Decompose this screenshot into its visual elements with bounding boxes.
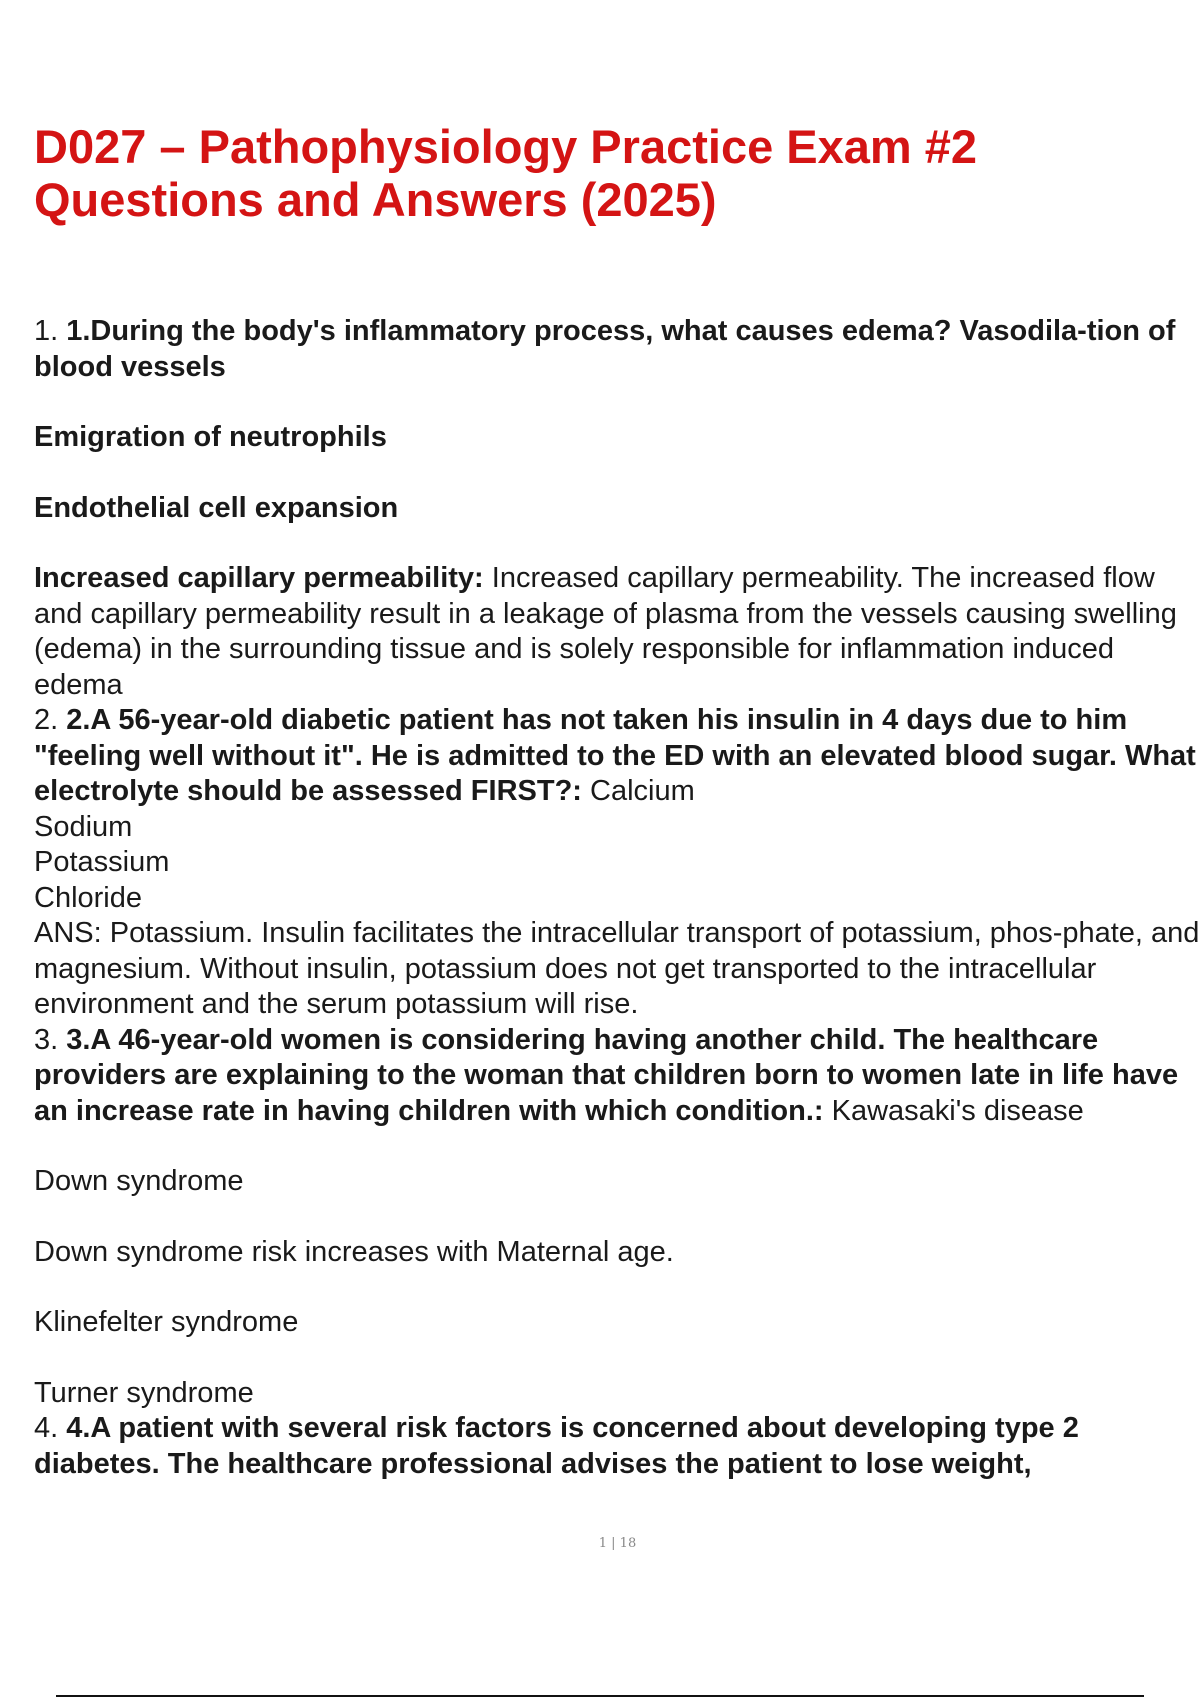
answer-option: Sodium: [34, 810, 133, 843]
footer-rule: [56, 1695, 1144, 1697]
page-number: 1 | 18: [598, 1536, 637, 1551]
question-list: [34, 314, 1200, 1482]
answer-explanation: ANS: Potassium. Insulin facilitates the intracellular transport of potassium, phos-phate, and magnesium. Without insulin, potassium does not get transported to the intracellular environment and the serum potassium will rise.: [34, 917, 1200, 1020]
question-text: 2.A 56-year-old diabetic patient has not taken his insulin in 4 days due to him "feeling well without it". He is admitted to the ED with an elevated blood sugar. What electrolyte should be assessed FIRST?:: [34, 704, 1196, 807]
question-number: 3.: [34, 1023, 67, 1056]
answer-option: Chloride: [34, 881, 142, 914]
title-line-1: D027 – Pathophysiology Practice Exam #2: [34, 120, 978, 173]
answer-option: Down syndrome: [34, 1165, 244, 1197]
answer-option: Calcium: [581, 775, 695, 807]
answer-option: Endothelial cell expansion: [34, 491, 399, 524]
answer-option: Turner syndrome: [34, 1376, 254, 1409]
answer-option: Potassium: [34, 846, 170, 878]
document-title: [34, 120, 1174, 226]
answer-option: Kawasaki's disease: [823, 1094, 1084, 1127]
question-1: [34, 314, 1200, 385]
question-number: 1.: [34, 315, 67, 347]
question-text: 1.During the body's inflammatory process, what causes edema? Vasodila-tion of blood vessels: [34, 315, 1176, 383]
answer-explanation: Down syndrome risk increases with Maternal age.: [34, 1235, 674, 1268]
answer-option: Emigration of neutrophils: [34, 421, 387, 453]
question-3: [34, 1023, 1200, 1130]
answer-option: Klinefelter syndrome: [34, 1306, 299, 1338]
title-line-2: Questions and Answers (2025): [34, 173, 717, 226]
correct-answer: [34, 561, 1200, 703]
question-4: [34, 1411, 1200, 1482]
question-text: 4.A patient with several risk factors is concerned about developing type 2 diabetes. The healthcare professional advises the patient to lose weight,: [34, 1412, 1079, 1480]
correct-answer-label: Increased capillary permeability:: [34, 562, 484, 594]
answer-explanation: Increased capillary permeability. The increased flow and capillary permeability result in a leakage of plasma from the vessels causing swelling (edema) in the surrounding tissue and is solely responsible for inflammation induced edema: [34, 562, 1177, 701]
question-number: 4.: [34, 1412, 67, 1444]
question-text: 3.A 46-year-old women is considering having another child. The healthcare providers are explaining to the woman that children born to women late in life have an increase rate in having children with which condition.:: [34, 1023, 1179, 1127]
question-number: 2.: [34, 704, 67, 736]
question-2: [34, 703, 1200, 810]
